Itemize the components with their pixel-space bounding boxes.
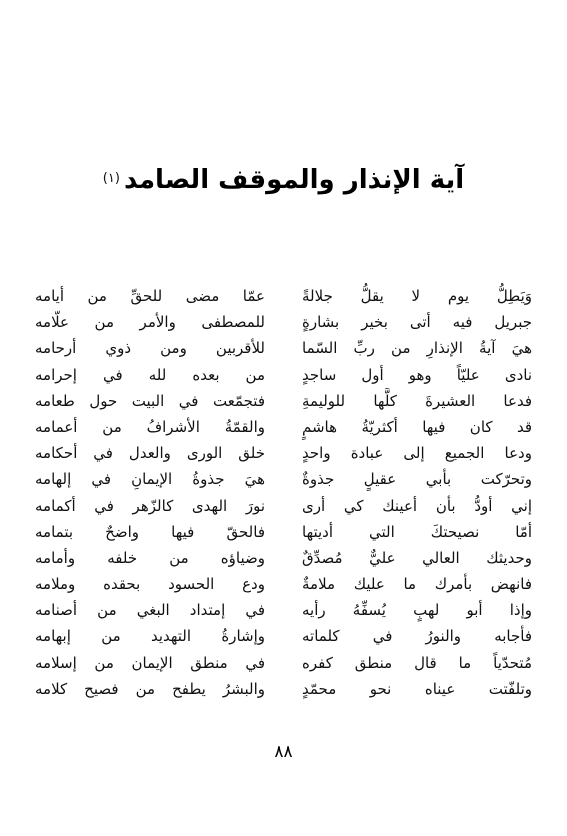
- verse-second-hemistich: من بعده لله في إحرامه: [35, 365, 265, 384]
- verse-row: [35, 623, 532, 649]
- verse-first-hemistich: فانهض بأمرك ما عليك ملامةٌ: [302, 575, 532, 594]
- verse-second-hemistich: والقمّةُ الأشرافُ من أعمامه: [35, 417, 265, 436]
- verse-first-hemistich: وحديثك العالي عليٌّ مُصدِّقٌ: [302, 548, 532, 567]
- footnote-reference: (١): [102, 170, 120, 186]
- verse-row: [35, 493, 532, 519]
- verse-row: [35, 571, 532, 597]
- verse-first-hemistich: وتحرّكت بأبي عقيلٍ جذوةٌ: [302, 470, 532, 489]
- poem-title: آية الإنذار والموقف الصامد: [123, 165, 465, 195]
- verse-first-hemistich: هيَ آيةُ الإنذارِ من ربِّ السّما: [302, 339, 532, 358]
- verse-second-hemistich: في إمتداد البغي من أصنامه: [35, 601, 265, 620]
- verse-first-hemistich: وتلفّتت عيناه نحو محمّدٍ: [302, 679, 532, 698]
- verse-row: [35, 519, 532, 545]
- verse-row: [35, 545, 532, 571]
- verse-second-hemistich: وضياؤه من خلفه وأمامه: [35, 548, 265, 567]
- verse-row: [35, 414, 532, 440]
- verse-first-hemistich: إني أودُّ بأن أعينك كي أرى: [302, 496, 532, 515]
- verse-second-hemistich: عمّا مضى للحقِّ من أيامه: [35, 287, 265, 305]
- verse-second-hemistich: للأقربين ومن ذوي أرحامه: [35, 339, 265, 358]
- verse-second-hemistich: في منطق الإيمان من إسلامه: [35, 653, 265, 672]
- verse-first-hemistich: قد كان فيها أكثريّةُ هاشمٍ: [302, 417, 532, 436]
- page-number: ٨٨: [274, 742, 293, 762]
- verse-row: [35, 650, 532, 676]
- verse-row: [35, 388, 532, 414]
- verse-row: [35, 676, 532, 702]
- verse-second-hemistich: فالحقّ فيها واضحٌ بتمامه: [35, 522, 265, 541]
- verse-first-hemistich: وإذا أبو لهبٍ يُسفِّهُ رأيه: [302, 601, 532, 620]
- verse-first-hemistich: ودعا الجميع إلى عبادة واحدٍ: [302, 444, 532, 463]
- verse-row: [35, 440, 532, 466]
- verse-row: [35, 283, 532, 309]
- verse-first-hemistich: نادى عليّاً وهو أول ساجدٍ: [302, 365, 532, 384]
- verse-second-hemistich: وإشارةُ التهديد من إبهامه: [35, 627, 265, 646]
- verse-first-hemistich: فأجابه والنورُ في كلماته: [302, 627, 532, 646]
- poem-title-block: [0, 165, 567, 195]
- verse-row: [35, 597, 532, 623]
- verse-second-hemistich: نورَ الهدى كالزّهر في أكمامه: [35, 496, 265, 515]
- verse-second-hemistich: فتجمّعت في البيت حول طعامه: [35, 391, 265, 410]
- verse-second-hemistich: للمصطفى والأمر من علّامه: [35, 313, 265, 332]
- verse-first-hemistich: فدعا العشيرةَ كلَّها للوليمةِ: [302, 391, 532, 410]
- verse-row: [35, 309, 532, 335]
- verse-second-hemistich: هيَ جذوةُ الإيمانِ في إلهامه: [35, 470, 265, 489]
- verse-second-hemistich: خلق الورى والعدل في أحكامه: [35, 444, 265, 463]
- verse-row: [35, 362, 532, 388]
- verse-first-hemistich: جبريل فيه أتى بخير بشارةٍ: [302, 313, 532, 332]
- verse-second-hemistich: ودع الحسود بحقده وملامه: [35, 575, 265, 594]
- verse-first-hemistich: أمّا نصيحتكَ التي أديتها: [302, 522, 532, 541]
- poem-body: [35, 283, 532, 702]
- verse-row: [35, 335, 532, 361]
- verse-first-hemistich: مُتحدّياً ما قال منطق كفره: [302, 653, 532, 672]
- verse-second-hemistich: والبشرُ يطفح من فصيح كلامه: [35, 679, 265, 698]
- verse-first-hemistich: وَيَطِلُّ يوم لا يقلُّ جلالةً: [302, 287, 532, 305]
- verse-row: [35, 466, 532, 492]
